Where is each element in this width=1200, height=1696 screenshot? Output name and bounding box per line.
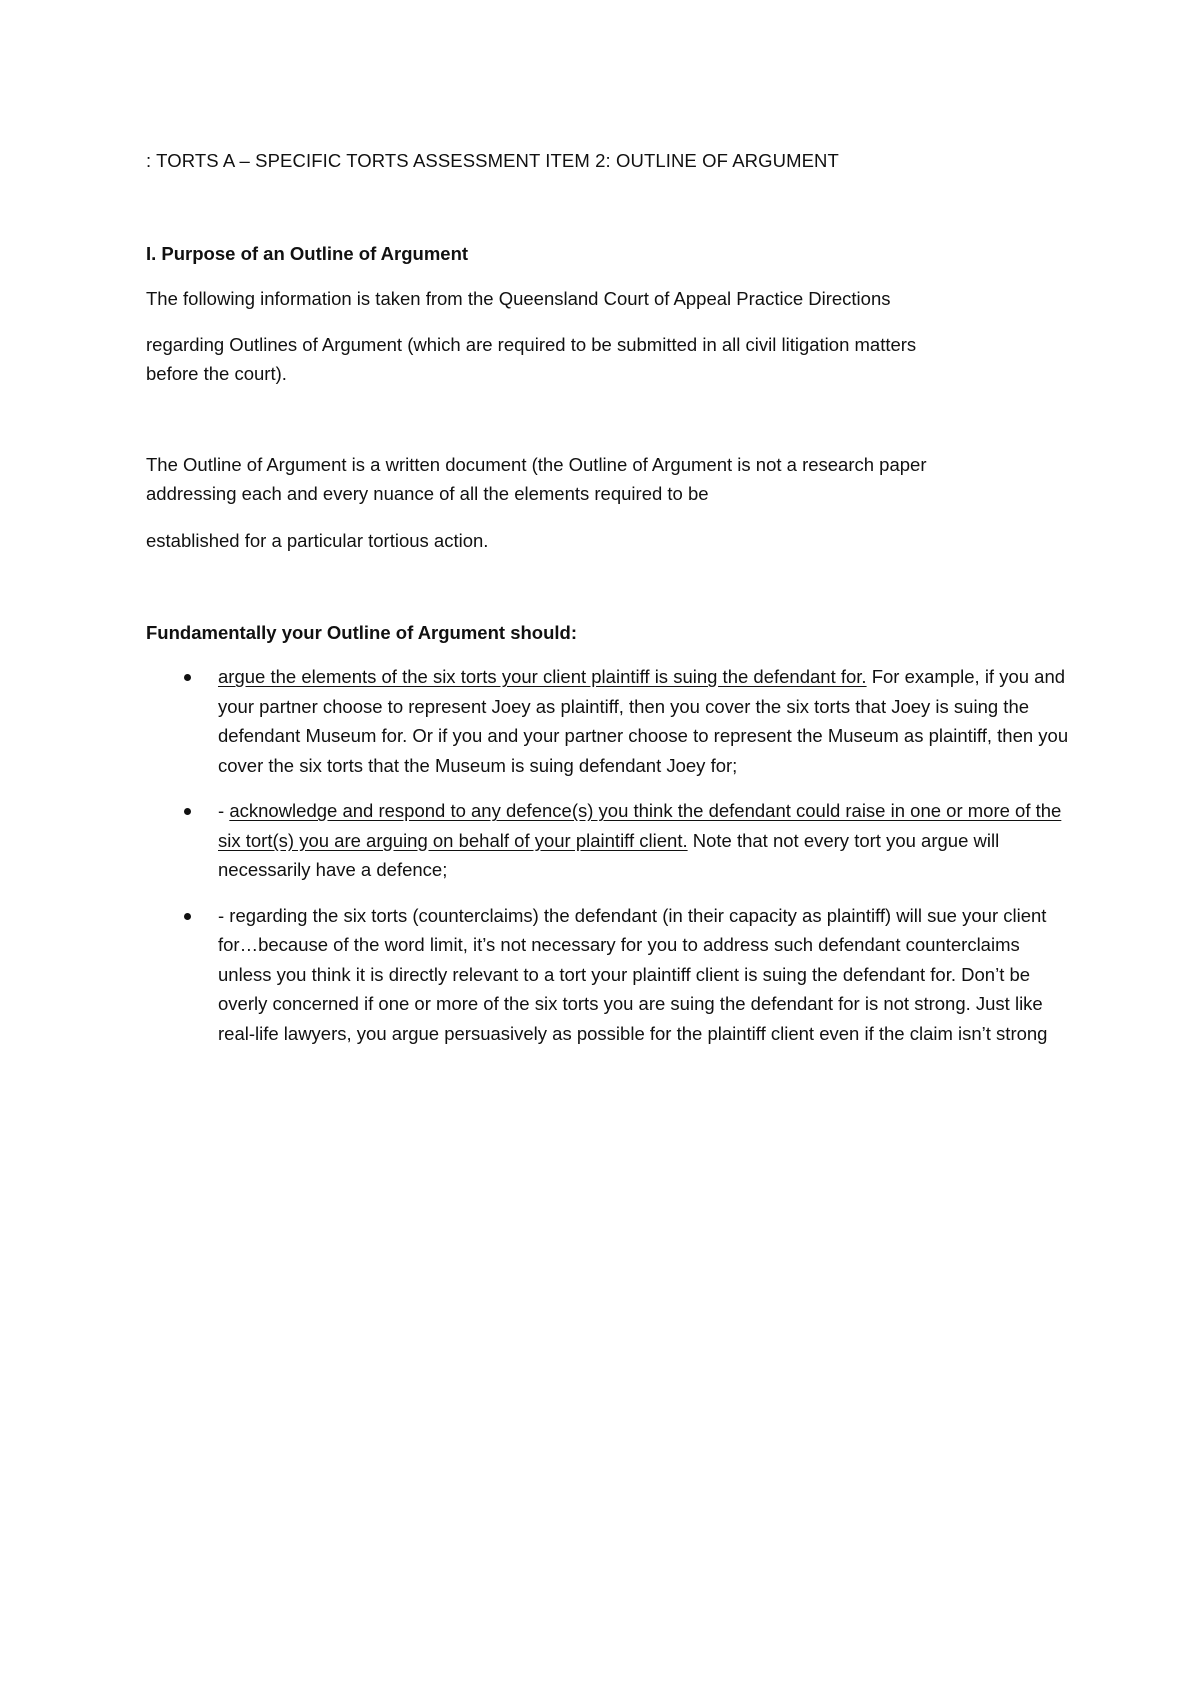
bullet-text: For example, if you and your partner choose to represent Joey as plaintiff, then you cover the six torts that Joey is suing the defendant Museum for. Or if you and your partner choose to represent the Museum as plaintiff, then you cover the six torts that the Museum is suing defendant Joey for;: [218, 666, 1069, 776]
bullet-text: - regarding the six torts (counterclaims) the defendant (in their capacity as plaintiff) will sue your client for…because of the word limit, it’s not necessary for you to address such defendant counterclaims unless you think it is directly relevant to a tort your plaintiff client is suing the defendant for. Don’t be overly concerned if one or more of the six torts you are suing the defendant for is not strong. Just like real-life lawyers, you argue persuasively as possible for the plaintiff client even if the claim isn’t strong: [218, 904, 1048, 1044]
paragraph-line: established for a particular tortious action.: [146, 530, 489, 551]
underlined-text: argue the elements of the six torts your client plaintiff is suing the defendant for.: [218, 666, 867, 687]
underlined-text: acknowledge and respond to any defence(s) you think the defendant could raise in one or more of the six tort(s) you are arguing on behalf of your plaintiff client.: [218, 800, 1062, 851]
document-title: : TORTS A – SPECIFIC TORTS ASSESSMENT ITEM 2: OUTLINE OF ARGUMENT: [146, 150, 839, 171]
bullet-icon: [184, 913, 191, 920]
list-item: [146, 662, 1076, 780]
bullet-prefix: -: [218, 800, 230, 821]
fundamentally-heading: Fundamentally your Outline of Argument should:: [146, 622, 577, 643]
paragraph-line: The Outline of Argument is a written document (the Outline of Argument is not a research paper: [146, 454, 927, 475]
section-heading: I. Purpose of an Outline of Argument: [146, 243, 469, 264]
list-item: [146, 901, 1076, 1049]
paragraph-line: before the court).: [146, 363, 287, 384]
paragraph-line: addressing each and every nuance of all the elements required to be: [146, 483, 709, 504]
bullet-icon: [184, 674, 191, 681]
list-item: [146, 796, 1076, 885]
bullet-text: Note that not every tort you argue will necessarily have a defence;: [218, 829, 1000, 880]
bullet-icon: [184, 808, 191, 815]
requirements-list: [146, 662, 1076, 1064]
paragraph-line: regarding Outlines of Argument (which are required to be submitted in all civil litigation matters: [146, 334, 917, 355]
paragraph-line: The following information is taken from the Queensland Court of Appeal Practice Directions: [146, 288, 891, 309]
